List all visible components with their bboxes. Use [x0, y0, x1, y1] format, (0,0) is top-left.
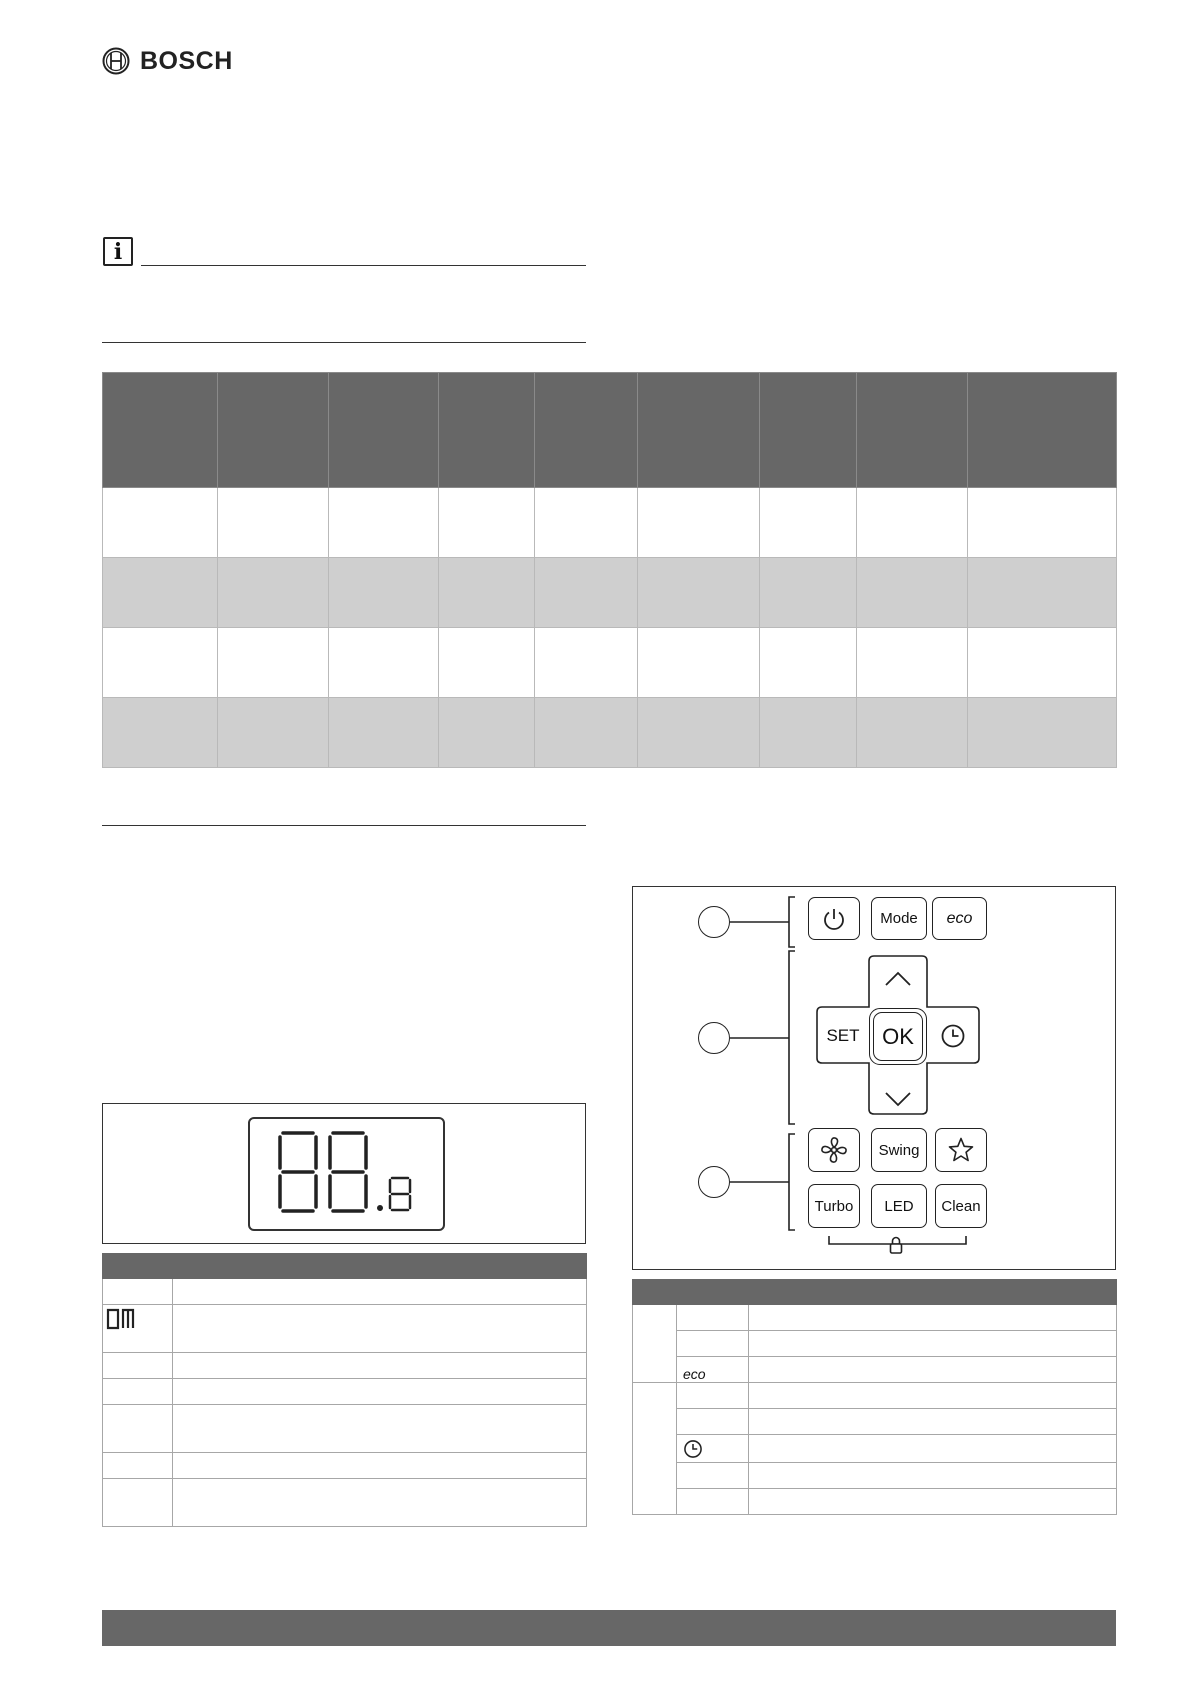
spec-table-header-row: [103, 373, 1117, 488]
table-row: [633, 1357, 1117, 1383]
clock-icon: [940, 1023, 966, 1049]
clock-icon: [683, 1439, 703, 1459]
section-rule-top: [102, 342, 586, 343]
down-button[interactable]: [869, 1075, 927, 1123]
on-symbol-icon: [106, 1308, 140, 1332]
favorite-button[interactable]: [935, 1128, 987, 1172]
star-icon: [947, 1136, 975, 1164]
table-row: [103, 1305, 587, 1353]
mode-button[interactable]: Mode: [871, 897, 927, 940]
timer-button[interactable]: [928, 1012, 978, 1060]
table-row: [103, 1405, 587, 1453]
table-row: [633, 1305, 1117, 1331]
fan-icon: [819, 1135, 849, 1165]
table-row: [103, 698, 1117, 768]
table-row: [103, 1479, 587, 1527]
lock-icon: [887, 1234, 905, 1256]
brand-name: BOSCH: [140, 46, 233, 75]
footer-bar: [102, 1610, 1116, 1646]
table-row: [633, 1331, 1117, 1357]
info-icon: i: [103, 237, 133, 266]
table-row: [633, 1463, 1117, 1489]
table-row: [103, 1279, 587, 1305]
chevron-up-icon: [883, 970, 913, 988]
up-button[interactable]: [869, 955, 927, 1003]
info-note-rule: [141, 265, 586, 266]
bosch-armature-icon: [102, 47, 130, 75]
table-row: [103, 628, 1117, 698]
table-row: [103, 1453, 587, 1479]
table-row: [103, 558, 1117, 628]
power-button[interactable]: [808, 897, 860, 940]
lcd-screen: [248, 1117, 445, 1231]
swing-button[interactable]: Swing: [871, 1128, 927, 1172]
power-icon: [821, 906, 847, 932]
table-row: [103, 1353, 587, 1379]
table-row: [633, 1383, 1117, 1409]
fan-speed-button[interactable]: [808, 1128, 860, 1172]
eco-symbol: eco: [677, 1357, 749, 1383]
table-row: [633, 1489, 1117, 1515]
chevron-down-icon: [883, 1090, 913, 1108]
led-button[interactable]: LED: [871, 1184, 927, 1228]
ok-button-label: OK: [873, 1012, 923, 1061]
table-row: [633, 1409, 1117, 1435]
brand-logo: [102, 46, 233, 76]
eco-button[interactable]: eco: [932, 897, 987, 940]
seven-segment-display: [250, 1119, 443, 1229]
set-button[interactable]: SET: [826, 1026, 860, 1045]
remote-table-header: [633, 1280, 1117, 1305]
ok-button[interactable]: [869, 1008, 927, 1065]
display-symbols-table: [102, 1253, 587, 1527]
display-table-header: [103, 1254, 587, 1279]
table-row: [103, 1379, 587, 1405]
table-row: [633, 1435, 1117, 1463]
table-row: [103, 488, 1117, 558]
turbo-button[interactable]: Turbo: [808, 1184, 860, 1228]
spec-table: [102, 372, 1117, 768]
clean-button[interactable]: Clean: [935, 1184, 987, 1228]
remote-buttons-table: [632, 1279, 1117, 1515]
section-rule-middle: [102, 825, 586, 826]
